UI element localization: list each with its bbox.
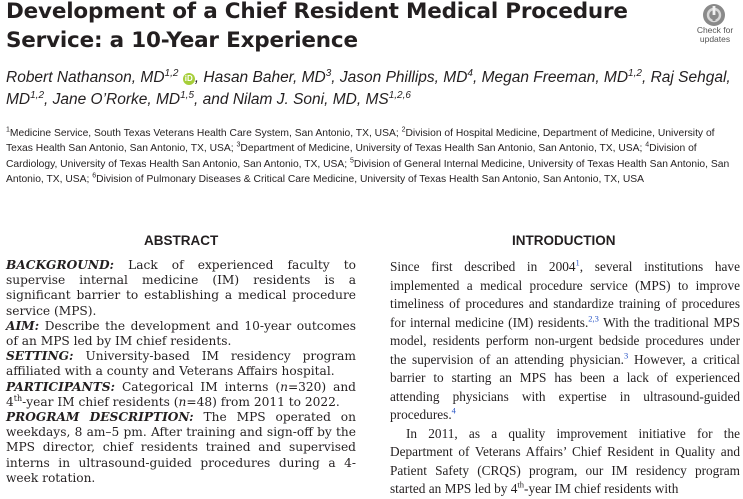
introduction-body xyxy=(390,258,740,499)
check-for-updates-badge[interactable] xyxy=(692,4,738,46)
reference-link[interactable]: 4 xyxy=(451,405,456,416)
author-list: Robert Nathanson, MD$^{1,2}$ iD , Hasan Baher, $MD^3$, Jason Phillips, $MD^4$, Megan Freeman, MD$^{1,2}$, Raj Sehgal, MD$^{1,2}$, Jane O’Rorke, MD$^{1,5}$, and Nilam J. Soni, MD, MS$^{1,2,6}$ xyxy=(6,67,731,108)
author-name: Megan Freeman, MD xyxy=(481,69,629,86)
abstract-program-description: PROGRAM DESCRIPTION: The MPS operated on weekdays, 8 am–5 pm. After training and sign-off by the MPS director, chief residents trained and supervised interns in ultrasound-guided procedures during a 4-week rotation. xyxy=(6,410,356,485)
abstract-background: BACKGROUND: Lack of experienced faculty to supervise internal medicine (IM) residents is a significant barrier to establishing a medical procedure service (MPS). xyxy=(6,258,356,318)
affiliations: $^1$Medicine Service, South Texas Veterans Health Care System, San Antonio, TX, USA; $^2$Division of Hospital Medicine, Department of Medicine, University of Texas Health San Antonio, San Antonio, TX, USA; $^3$Department of Medicine, University of Texas Health San Antonio, San Antonio, TX, USA; $^4$Division of Cardiology, University of Texas Health San Antonio, San Antonio, TX, USA; $^5$Division of General Internal Medicine, University of Texas Health San Antonio, San Antonio, TX, USA; $^6$Division of Pulmonary Diseases & Critical Care Medicine, University of Texas Health San Antonio, San Antonio, TX, USA xyxy=(6,126,730,185)
introduction-heading: INTRODUCTION xyxy=(512,233,616,248)
abstract-setting: SETTING: University-based IM residency program affiliated with a county and Veterans Affairs hospital. xyxy=(6,349,356,379)
reference-link[interactable]: 3 xyxy=(623,350,629,361)
check-for-updates-label: Check for updates xyxy=(696,25,734,44)
introduction-paragraph-2: In 2011, as a quality improvement initiative for the Department of Veterans Affairs’ Chief Resident in Quality and Patient Safety (CRQS) program, our IM residency program started an MPS led by 4th-year IM chief residents with xyxy=(390,425,740,496)
author-name: Robert Nathanson, MD xyxy=(6,69,165,86)
introduction-paragraph-1: Since first described in 2004$^1$, several institutions have implemented a medical procedure service (MPS) to improve timeliness of procedures and standardize training of procedures for internal medicine (IM) residents.$^{2,3}$ With the traditional MPS model, residents perform non-urgent bedside procedures under the supervision of an attending physician.$^3$ However, a critical barrier to starting an MPS has been a lack of experienced attending physicians with expertise in ultrasound-guided procedures.$^4$ xyxy=(390,257,740,422)
article-title: Development of a Chief Resident Medical Procedure Service: a 10-Year Experience xyxy=(6,0,628,53)
reference-link[interactable]: 2,3 xyxy=(588,313,599,324)
reference-link[interactable]: 1 xyxy=(575,257,580,268)
orcid-icon[interactable]: iD xyxy=(184,74,193,83)
abstract-body xyxy=(6,258,356,486)
author-name: Raj Sehgal, MD xyxy=(6,69,731,108)
author-name: Hasan Baher, MD xyxy=(203,69,326,86)
abstract-participants: PARTICIPANTS: Categorical IM interns (n=320) and 4th-year IM chief residents (n=48) from 2011 to 2022. xyxy=(6,379,356,409)
abstract-heading: ABSTRACT xyxy=(144,233,219,248)
author-name: Nilam J. Soni, MD, MS xyxy=(232,91,389,108)
author-affiliation-sup: 1,2 xyxy=(164,67,179,79)
author-name: Jason Phillips, MD xyxy=(339,69,468,86)
abstract-aim: AIM: Describe the development and 10-year outcomes of an MPS led by IM chief residents. xyxy=(6,318,356,349)
check-for-updates-icon xyxy=(703,4,725,26)
author-name: Jane O’Rorke, MD xyxy=(52,91,181,108)
